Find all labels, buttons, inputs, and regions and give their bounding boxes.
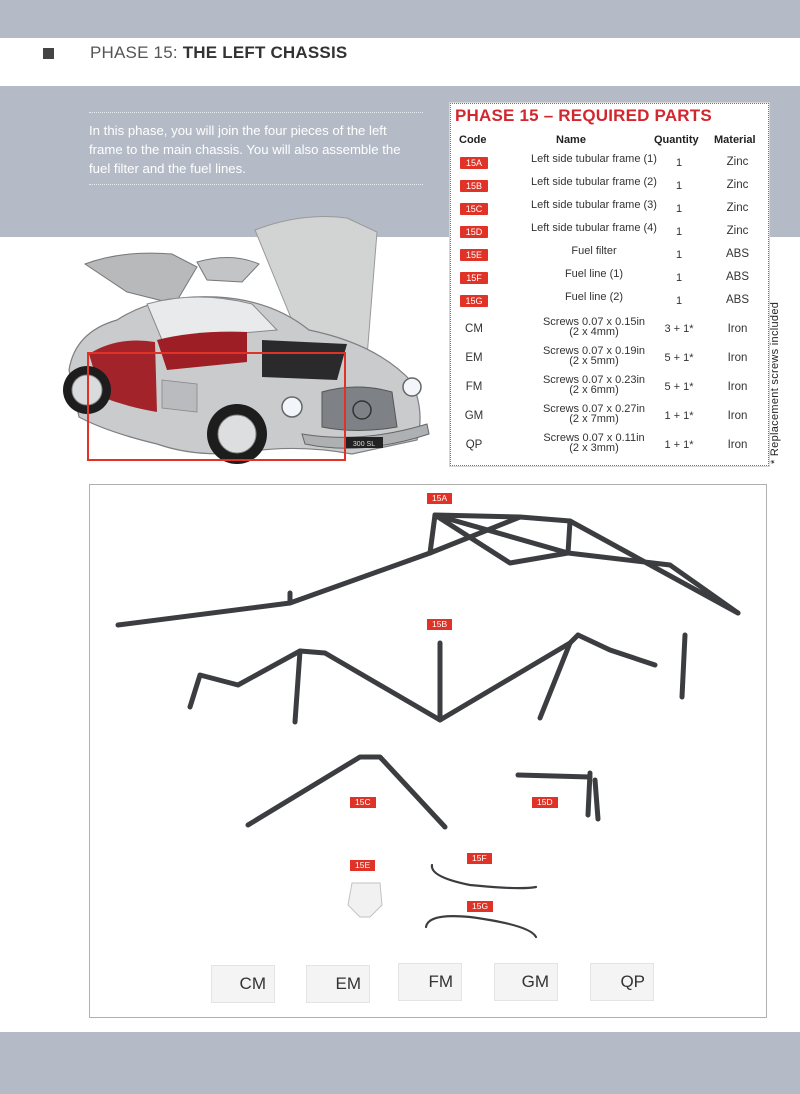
part-qty: 1 (675, 272, 683, 284)
part-name: Left side tubular frame (1) (531, 153, 657, 165)
part-material: Iron (727, 352, 748, 364)
part-material: Zinc (726, 156, 749, 168)
top-band (0, 0, 800, 38)
table-row (451, 403, 768, 433)
part-name-sub: (2 x 7mm) (569, 413, 619, 425)
bag-label: GM (521, 972, 549, 991)
part-qty: 1 (675, 180, 683, 192)
part-qty: 1 + 1* (664, 410, 694, 422)
label-15f: 15F (467, 853, 492, 864)
bag-label: QP (620, 972, 645, 991)
code-text: CM (465, 323, 483, 335)
part-name-sub: (2 x 5mm) (569, 355, 619, 367)
code-badge: 15D (460, 226, 488, 238)
fuel-line-15g (426, 916, 536, 937)
bag-label: CM (239, 974, 266, 993)
part-qty: 1 (675, 157, 683, 169)
col-material-header: Material (714, 134, 756, 146)
bag-label: FM (428, 972, 453, 991)
part-material: ABS (725, 271, 749, 283)
part-name-sub: (2 x 3mm) (569, 442, 619, 454)
part-material: ABS (725, 294, 749, 306)
label-15e: 15E (350, 860, 375, 871)
code-text: QP (465, 439, 483, 451)
bottom-band (0, 1032, 800, 1094)
code-badge: 15A (460, 157, 488, 169)
part-name-sub: (2 x 6mm) (569, 384, 619, 396)
part-qty: 1 (675, 295, 683, 307)
part-qty: 1 + 1* (664, 439, 694, 451)
part-material: Iron (727, 439, 748, 451)
part-material: Zinc (726, 179, 749, 191)
screw-bag-fm (398, 963, 462, 1001)
table-row (451, 223, 768, 246)
screw-bag-qp (590, 963, 654, 1001)
part-material: Zinc (726, 225, 749, 237)
parts-drawing (90, 485, 766, 1017)
part-qty: 1 (675, 226, 683, 238)
car-illustration (47, 212, 442, 470)
part-name: Screws 0.07 x 0.19in (542, 345, 646, 357)
page-title (90, 43, 347, 63)
code-badge: 15G (460, 295, 488, 307)
code-badge: 15B (460, 180, 488, 192)
table-row (451, 177, 768, 200)
code-badge: 15E (460, 249, 488, 261)
intro-text: In this phase, you will join the four pieces of the left frame to the main chassis. You will also assemble the fuel filter and the fuel lines. (89, 112, 423, 185)
part-qty: 5 + 1* (664, 381, 694, 393)
screw-bag-cm (211, 965, 275, 1003)
header-square-icon (43, 48, 54, 59)
part-qty: 5 + 1* (664, 352, 694, 364)
code-badge: 15F (460, 272, 488, 284)
required-parts-table (450, 103, 769, 466)
fuel-filter-15e (348, 883, 382, 917)
parts-table-title: PHASE 15 – REQUIRED PARTS (455, 106, 712, 125)
code-text: EM (465, 352, 483, 364)
frame-15c (248, 757, 445, 827)
table-row (451, 246, 768, 269)
code-text: GM (464, 410, 484, 422)
part-material: Iron (727, 323, 748, 335)
part-name: Screws 0.07 x 0.11in (543, 432, 645, 444)
table-row (451, 432, 768, 462)
part-name: Screws 0.07 x 0.15in (542, 316, 646, 328)
part-material: Zinc (726, 202, 749, 214)
part-name: Fuel line (1) (564, 268, 624, 280)
part-name: Fuel filter (571, 245, 617, 257)
page-header (0, 38, 800, 86)
part-name: Screws 0.07 x 0.23in (542, 374, 646, 386)
part-name: Screws 0.07 x 0.27in (542, 403, 646, 415)
part-qty: 1 (675, 203, 683, 215)
frame-15d (518, 773, 598, 819)
bag-label: EM (335, 974, 361, 993)
col-code-header: Code (459, 134, 487, 146)
table-row (451, 200, 768, 223)
col-quantity-header: Quantity (654, 134, 699, 146)
table-row (451, 269, 768, 292)
part-qty: 1 (675, 249, 683, 261)
part-material: Iron (727, 381, 748, 393)
table-row (451, 345, 768, 375)
table-row (451, 374, 768, 404)
phase-prefix: PHASE 15: (90, 43, 183, 62)
part-qty: 3 + 1* (664, 323, 694, 335)
label-15c: 15C (350, 797, 376, 808)
part-name: Fuel line (2) (564, 291, 624, 303)
part-name: Left side tubular frame (3) (531, 199, 657, 211)
code-text: FM (465, 381, 483, 393)
phase-title: THE LEFT CHASSIS (182, 43, 348, 62)
screw-bag-em (306, 965, 370, 1003)
part-name: Left side tubular frame (4) (531, 222, 657, 234)
fuel-line-15f (432, 865, 536, 888)
frame-15b (190, 635, 685, 722)
table-row (451, 292, 768, 315)
table-row (451, 316, 768, 346)
label-15a: 15A (427, 493, 452, 504)
part-material: Iron (727, 410, 748, 422)
frame-15a (118, 515, 738, 625)
label-15d: 15D (532, 797, 558, 808)
part-name: Left side tubular frame (2) (531, 176, 657, 188)
col-name-header: Name (556, 134, 586, 146)
table-row (451, 154, 768, 177)
replacement-screws-note: * Replacement screws included (769, 301, 781, 464)
parts-panel (89, 484, 767, 1018)
part-name-sub: (2 x 4mm) (569, 326, 619, 338)
screw-bag-gm (494, 963, 558, 1001)
label-15b: 15B (427, 619, 452, 630)
part-material: ABS (725, 248, 749, 260)
car-badge: 300 SL (352, 441, 376, 448)
label-15g: 15G (467, 901, 493, 912)
code-badge: 15C (460, 203, 488, 215)
